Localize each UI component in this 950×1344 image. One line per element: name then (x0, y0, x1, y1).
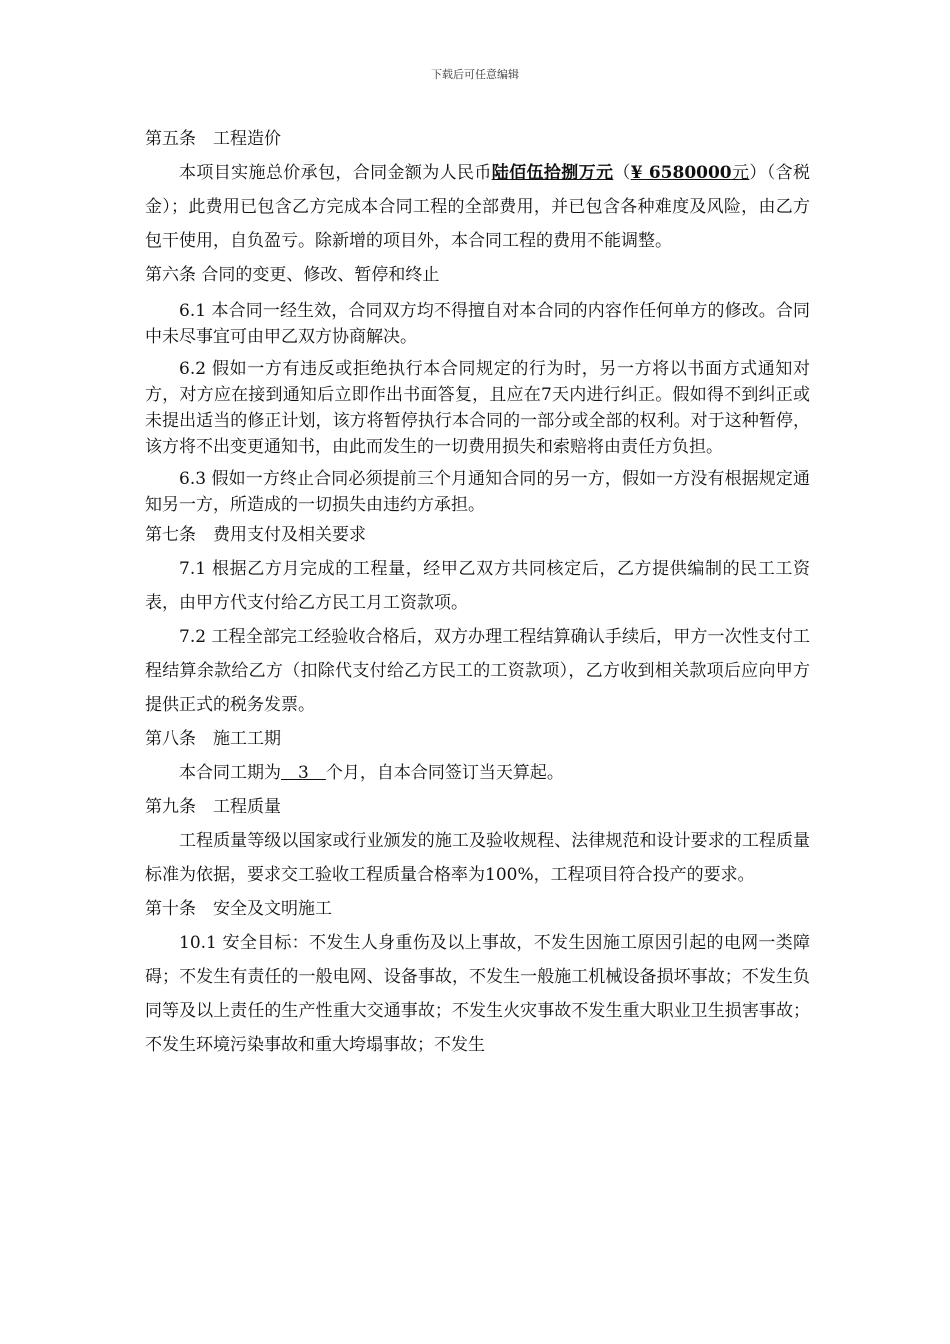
section-5-text-b: （ (613, 163, 631, 183)
section-6-1: 6.1 本合同一经生效，合同双方均不得擅自对本合同的内容作任何单方的修改。合同中未尽事宜可由甲乙双方协商解决。 (145, 301, 810, 347)
page-header: 下载后可任意编辑 (431, 68, 519, 81)
contract-amount-unit: 元 (731, 163, 750, 183)
section-5-paragraph (145, 156, 810, 258)
section-6-title: 第六条 合同的变更、修改、暂停和终止 (145, 265, 440, 285)
section-8-title: 第八条 施工工期 (145, 729, 281, 749)
section-7-1: 7.1 根据乙方月完成的工程量，经甲乙双方共同核定后，乙方提供编制的民工工资表，由甲方代支付给乙方民工月工资款项。 (145, 559, 810, 613)
section-8-text-a: 本合同工期为 (179, 763, 281, 783)
section-8-text-b: 个月，自本合同签订当天算起。 (325, 763, 564, 783)
section-5-text-a: 本项目实施总价承包，合同金额为人民币 (179, 163, 492, 183)
section-5-title: 第五条 工程造价 (145, 129, 281, 149)
section-6-2: 6.2 假如一方有违反或拒绝执行本合同规定的行为时，另一方将以书面方式通知对方，对方应在接到通知后立即作出书面答复，且应在7天内进行纠正。假如得不到纠正或未提出适当的修正计划，该方将暂停执行本合同的一部分或全部的权利。对于这种暂停，该方将不出变更通知书，由此而发生的一切费用损失和索赔将由责任方负担。 (145, 359, 810, 457)
duration-months: 3 (281, 763, 326, 783)
section-6-3: 6.3 假如一方终止合同必须提前三个月通知合同的另一方，假如一方没有根据规定通知另一方，所造成的一切损失由违约方承担。 (145, 469, 810, 515)
section-8-paragraph (145, 756, 810, 790)
section-10-title: 第十条 安全及文明施工 (145, 899, 332, 919)
section-10-1: 10.1 安全目标：不发生人身重伤及以上事故，不发生因施工原因引起的电网一类障碍；不发生有责任的一般电网、设备事故，不发生一般施工机械设备损坏事故；不发生负同等及以上责任的生产性重大交通事故；不发生火灾事故不发生重大职业卫生损害事故；不发生环境污染事故和重大垮塌事故；不发生 (145, 933, 810, 1055)
contract-body (145, 122, 810, 1062)
section-7-2: 7.2 工程全部完工经验收合格后，双方办理工程结算确认手续后，甲方一次性支付工程结算余款给乙方（扣除代支付给乙方民工的工资款项），乙方收到相关款项后应向甲方提供正式的税务发票。 (145, 627, 810, 715)
section-9-title: 第九条 工程质量 (145, 797, 281, 817)
contract-amount-number: ¥ 6580000 (630, 163, 732, 183)
contract-amount-words: 陆佰伍拾捌万元 (491, 163, 614, 183)
section-5-text-c: ）（含税金）；此费用已包含乙方完成本合同工程的全部费用，并已包含各种难度及风险，由乙方包干使用，自负盈亏。除新增的项目外，本合同工程的费用不能调整。 (145, 163, 811, 251)
section-9-paragraph: 工程质量等级以国家或行业颁发的施工及验收规程、法律规范和设计要求的工程质量标准为依据，要求交工验收工程质量合格率为100%，工程项目符合投产的要求。 (145, 831, 810, 885)
section-7-title: 第七条 费用支付及相关要求 (145, 525, 366, 545)
